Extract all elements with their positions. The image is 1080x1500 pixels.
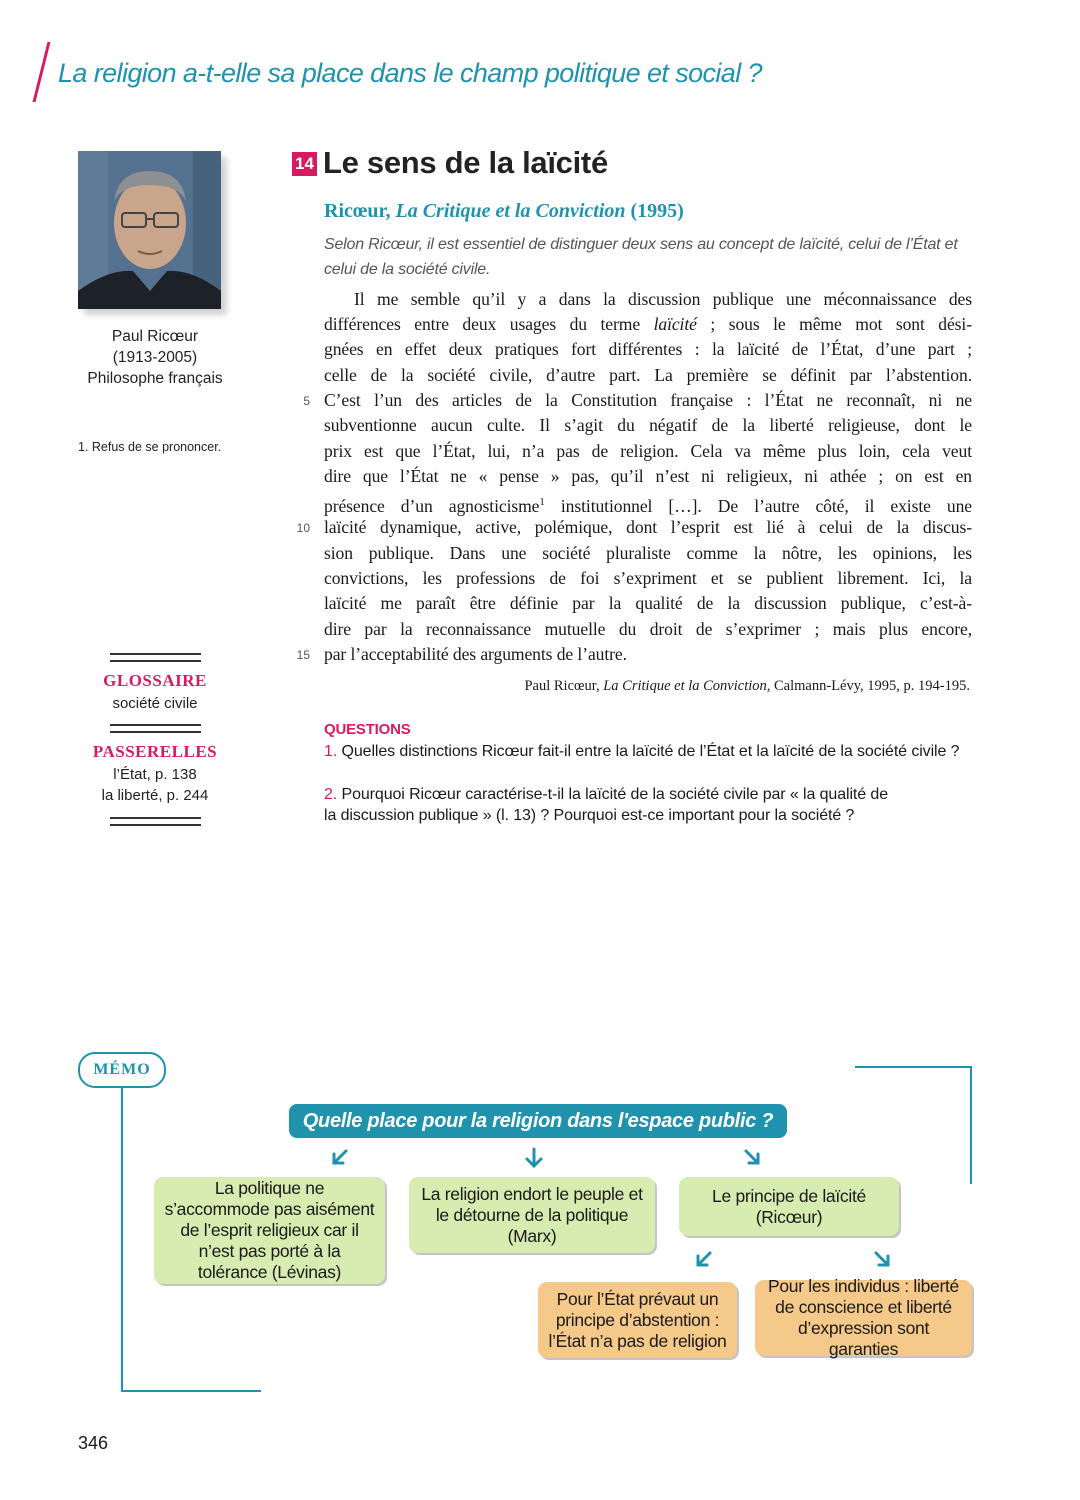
text-line: dire par la reconnaissance mutuelle du droit de s’exprimer ; mais plus encore, (324, 619, 972, 639)
footnote-marker[interactable]: 1 (539, 496, 545, 508)
question-number: 1. (324, 743, 338, 760)
glossaire-heading: GLOSSAIRE (103, 671, 207, 690)
author-caption (60, 326, 250, 389)
arrow-down-right-icon (740, 1146, 764, 1170)
passerelles-heading: PASSERELLES (92, 742, 218, 761)
source-year: (1995) (630, 200, 684, 222)
author-role: Philosophe français (87, 370, 223, 387)
memo-box-marx: La religion endort le peuple et le détourne de la politique (Marx) (409, 1177, 655, 1253)
text-line: celle de la société civile, d’autre part. La première se définit par l’abstention. (324, 365, 972, 385)
text-line: prix est que l’État, lui, n’a pas de religion. Cela va même plus loin, cela veut (324, 441, 972, 461)
memo-frame-left (121, 1084, 123, 1391)
memo-box-individus: Pour les individus : liberté de conscience et liberté d’expression sont garanties (755, 1280, 972, 1356)
text-line: Il me semble qu’il y a dans la discussion publique une méconnaissance des (354, 289, 972, 309)
arrow-down-right-icon (870, 1248, 894, 1272)
question-2: 2. Pourquoi Ricœur caractérise-t-il la laïcité de la société civile par « la qualité de la discussion publique » (l. 13) ? Pourquoi est-ce important pour la société ? (324, 786, 889, 824)
text-line: présence d’un agnosticisme$^1$ institutionnel […]. De l’autre côté, il existe une (324, 495, 973, 516)
header-accent-slash (33, 42, 51, 102)
document-title: Le sens de la laïcité (323, 145, 608, 180)
document-number-badge: 14 (292, 152, 317, 176)
emphasis-laicite: laïcité (653, 314, 697, 334)
glossaire-item[interactable]: société civile (112, 695, 198, 712)
text-line: laïcité dynamique, active, polémique, dont l’esprit est lié à celui de la discus- (324, 517, 972, 537)
portrait-image (78, 151, 221, 309)
citation: Paul Ricœur, La Critique et la Conviction, Calmann-Lévy, 1995, p. 194-195. (524, 678, 970, 694)
author-dates: (1913-2005) (112, 349, 198, 366)
memo-frame-right (970, 1066, 972, 1184)
memo-frame-bottom (121, 1390, 261, 1392)
questions-heading: QUESTIONS (324, 721, 411, 738)
arrow-down-left-icon (692, 1248, 716, 1272)
line-number: 5 (303, 394, 310, 408)
text-line: subventionne aucun culte. Il s’agit du négatif de la liberté religieuse, dont le (324, 415, 972, 435)
memo-question: Quelle place pour la religion dans l'espace public ? (289, 1104, 787, 1138)
text-line: gnées en effet deux pratiques fort différentes : la laïcité de l’État, d’une part ; (324, 339, 972, 359)
line-number: 15 (296, 648, 310, 662)
text-line: C’est l’un des articles de la Constitution française : l’État ne reconnaît, ni ne (324, 390, 972, 410)
line-number: 10 (296, 521, 310, 535)
memo-frame-top (855, 1066, 972, 1068)
source-author: Ricœur, (324, 200, 391, 222)
text-line: dire que l’État ne « pense » pas, qu’il n’est ni religieux, ni athée ; on est en (324, 466, 972, 486)
divider (110, 817, 201, 826)
question-1: 1. Quelles distinctions Ricœur fait-il entre la laïcité de l’État et la laïcité de la société civile ? (324, 743, 960, 760)
source-work: La Critique et la Conviction (395, 200, 626, 222)
divider (110, 653, 201, 662)
document-intro: Selon Ricœur, il est essentiel de distinguer deux sens au concept de laïcité, celui de l’État et celui de la société civile. (324, 236, 958, 278)
passerelle-item[interactable]: la liberté, p. 244 (101, 787, 209, 804)
footnote: 1. Refus de se prononcer. (78, 440, 222, 454)
source-reference (324, 200, 684, 223)
chapter-title: La religion a-t-elle sa place dans le champ politique et social ? (58, 58, 762, 88)
arrow-down-icon (522, 1146, 546, 1170)
memo-box-levinas: La politique ne s’accommode pas aisément de l’esprit religieux car il n’est pas porté à la tolérance (Lévinas) (154, 1177, 385, 1284)
text-line: sion publique. Dans une société pluraliste comme la nôtre, les opinions, les (324, 543, 972, 563)
arrow-down-left-icon (328, 1146, 352, 1170)
memo-badge: MÉMO (78, 1052, 166, 1088)
text-line: différences entre deux usages du terme laïcité ; sous le même mot sont dési- (324, 314, 972, 334)
citation-work: La Critique et la Conviction, (603, 678, 771, 694)
author-name: Paul Ricœur (111, 328, 199, 345)
memo-box-etat: Pour l’État prévaut un principe d’abstention : l’État n’a pas de religion (538, 1282, 737, 1358)
text-line: laïcité me paraît être définie par la qualité de la discussion publique, c’est-à- (324, 593, 972, 613)
passerelle-item[interactable]: l’État, p. 138 (113, 766, 197, 783)
divider (110, 724, 201, 733)
question-number: 2. (324, 786, 338, 803)
text-line: par l’acceptabilité des arguments de l’autre. (324, 644, 627, 664)
text-line: convictions, les professions de foi s’expriment et se publient librement. Ici, la (324, 568, 972, 588)
memo-box-ricoeur: Le principe de laïcité (Ricœur) (679, 1177, 899, 1236)
author-portrait (78, 151, 221, 309)
page-number: 346 (78, 1433, 109, 1453)
